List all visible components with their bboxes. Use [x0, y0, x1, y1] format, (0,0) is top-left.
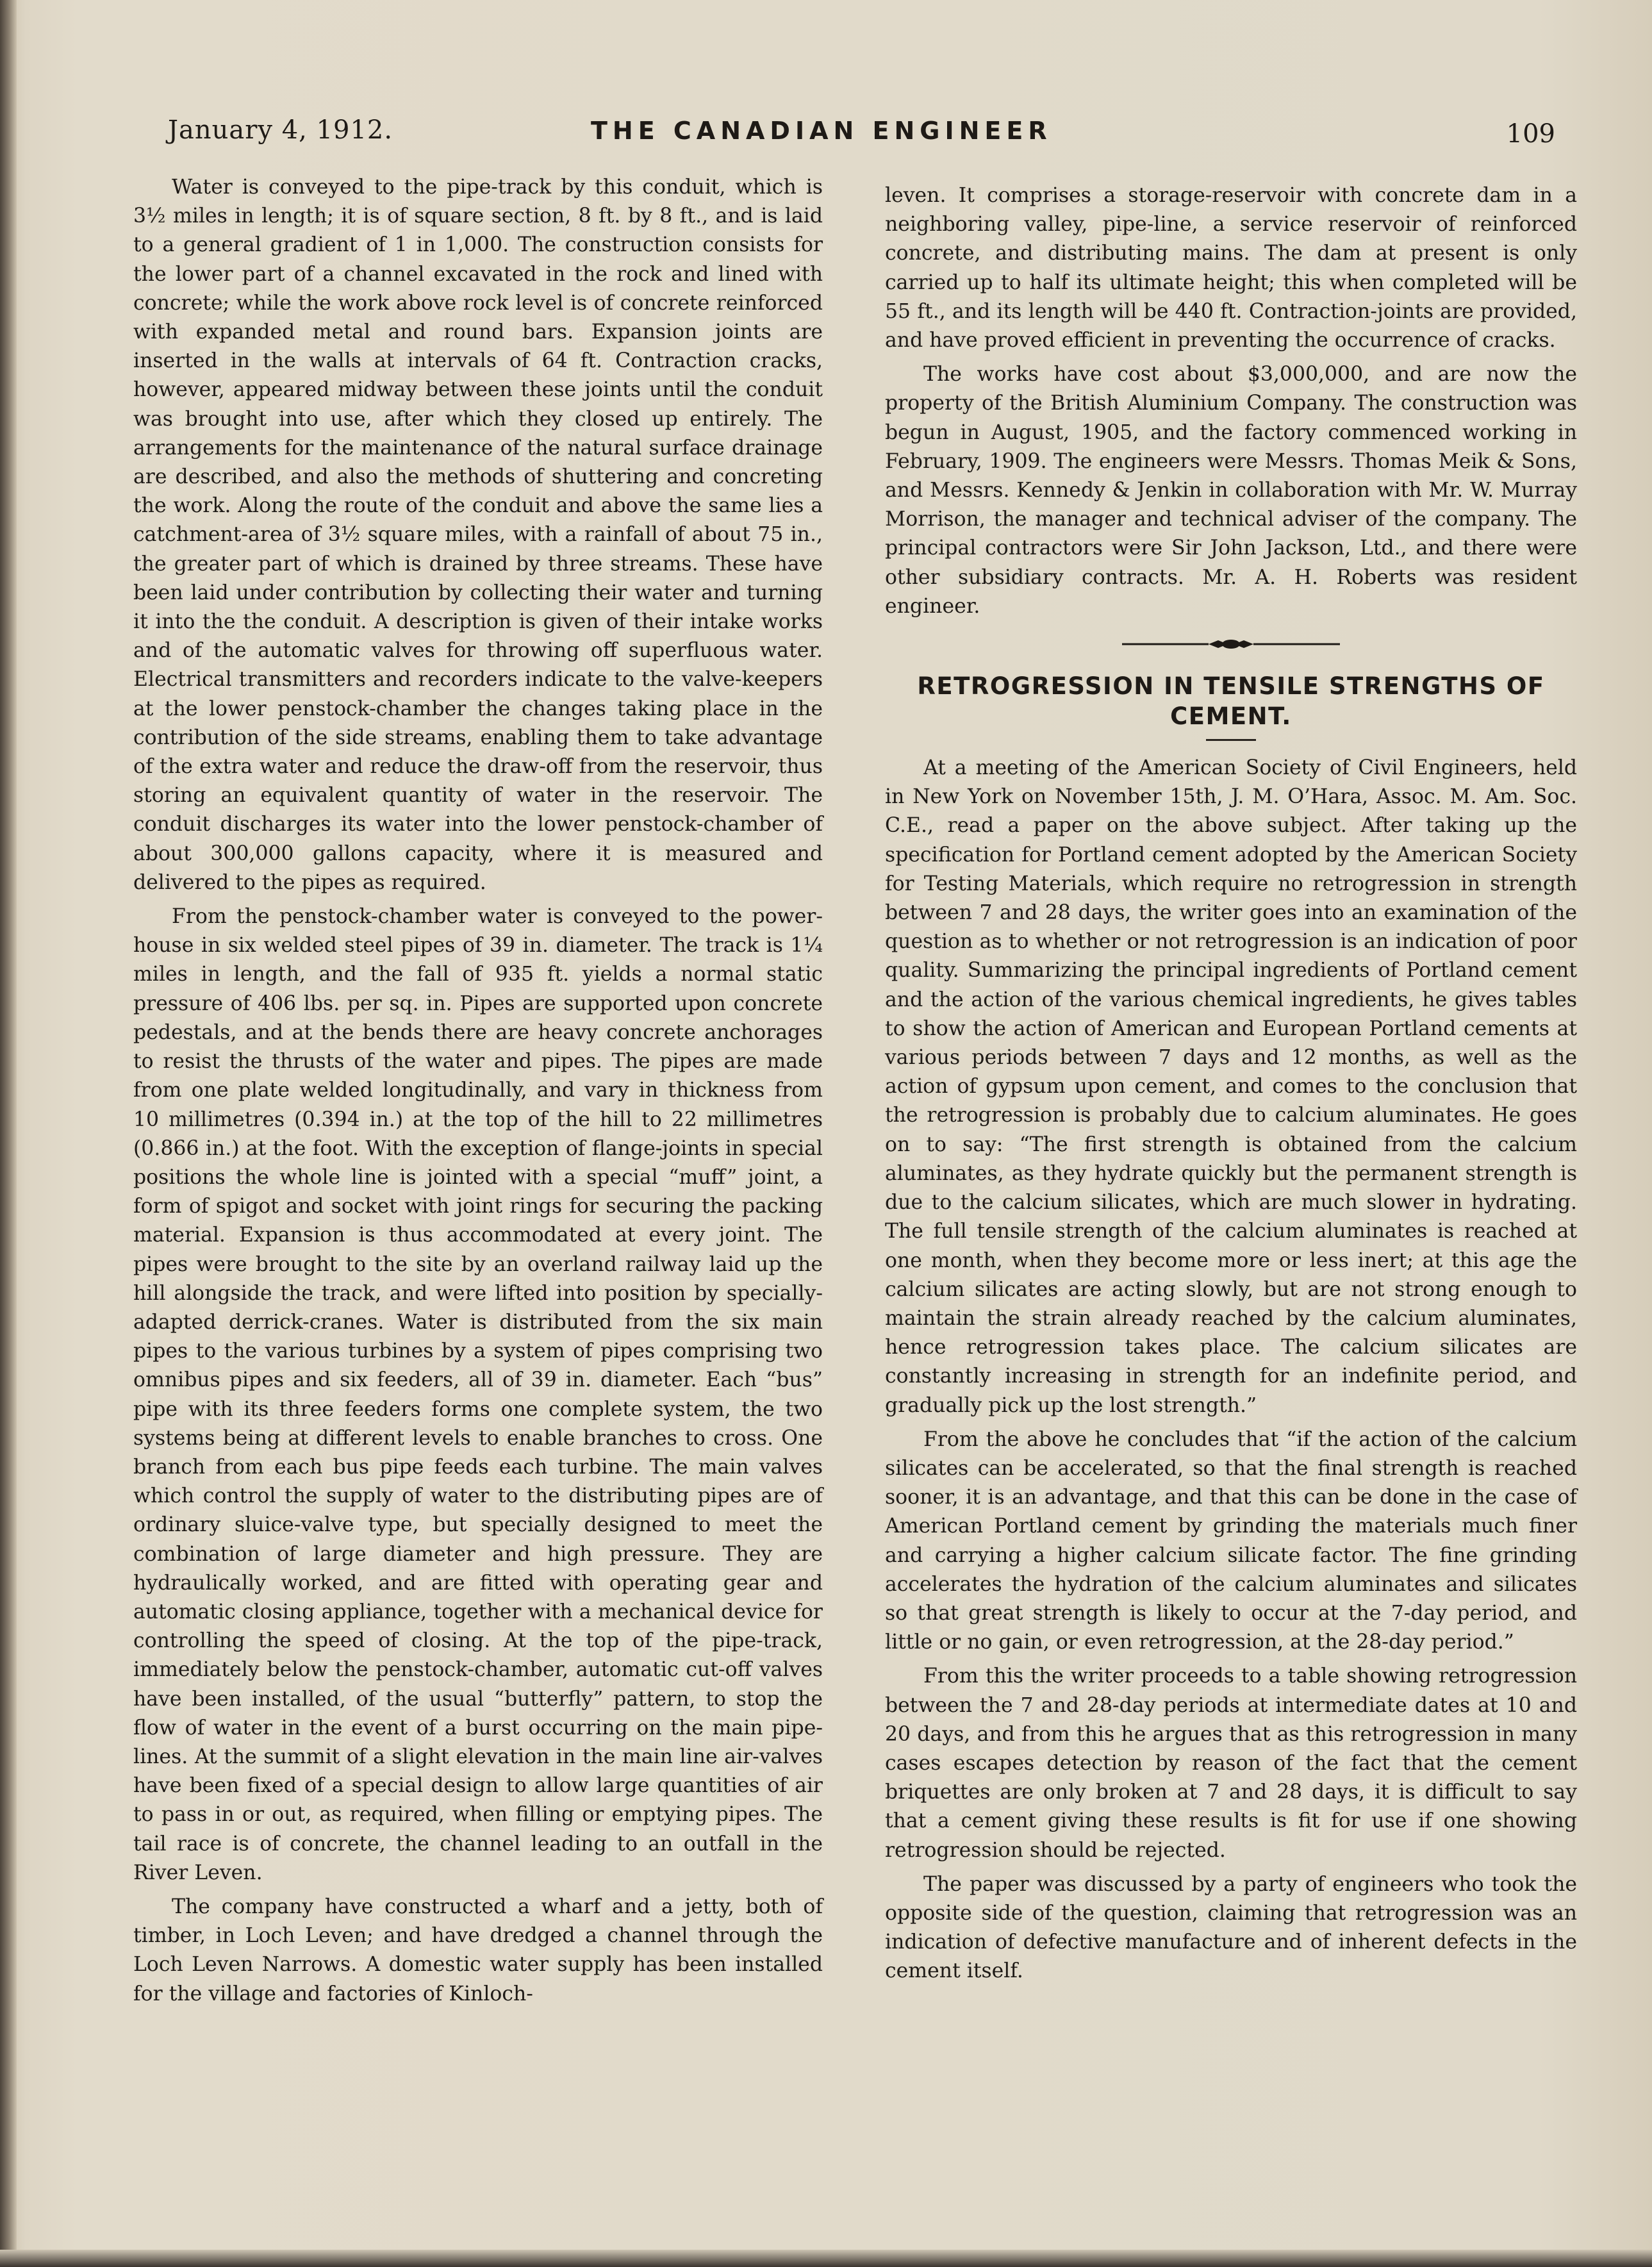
- body-paragraph: The works have cost about $3,000,000, and are now the property of the British Aluminium Company. The construction was begun in August, 1905, and the factory commenced working in February, 1909. The engineers were Messrs. Thomas Meik & Sons, and Messrs. Kennedy & Jenkin in collaboration with Mr. W. Murray Morrison, the manager and technical adviser of the company. The principal contractors were Sir John Jackson, Ltd., and there were other subsidiary contracts. Mr. A. H. Roberts was resident engineer.: [885, 363, 1577, 618]
- article-paragraph: At a meeting of the American Society of Civil Engineers, held in New York on November 15th, J. M. O’Hara, Assoc. M. Am. Soc. C.E., read a paper on the above subject. After taking up the specification for Portland cement adopted by the American Society for Testing Materials, which require no retrogression in strength between 7 and 28 days, the writer goes into an examination of the question as to whether or not retrogression is an indication of poor quality. Summarizing the principal ingredients of Portland cement and the action of the various chemical ingredients, he gives tables to show the action of American and European Portland cements at various periods between 7 days and 12 months, as well as the action of gypsum upon cement, and comes to the conclusion that the retrogression is probably due to calcium aluminates. He goes on to say: “The first strength is obtained from the calcium aluminates, as they hydrate quickly but the permanent strength is due to the calcium silicates, which are much slower in hydrating. The full tensile strength of the calcium aluminates is reached at one month, when they become more or less inert; at this age the calcium silicates are acting slowly, but are not strong enough to maintain the strain already reached by the calcium aluminates, hence retrogression takes place. The calcium silicates are constantly increasing in strength for an indefinite period, and gradually pick up the lost strength.”: [885, 756, 1577, 1417]
- body-paragraph: Water is conveyed to the pipe-track by this conduit, which is 3½ miles in length; it is of square section, 8 ft. by 8 ft., and is laid to a general gradient of 1 in 1,000. The construction consists for the lower part of a channel excavated in the rock and lined with concrete; while the work above rock level is of concrete reinforced with expanded metal and round bars. Expansion joints are inserted in the walls at intervals of 64 ft. Contraction cracks, however, appeared midway between these joints until the conduit was brought into use, after which they closed up entirely. The arrangements for the maintenance of the natural surface drainage are described, and also the methods of shuttering and concreting the work. Along the route of the conduit and above the same lies a catchment-area of 3½ square miles, with a rainfall of about 75 in., the greater part of which is drained by three streams. These have been laid under contribution by collecting their water and turning it into the the conduit. A description is given of their intake works and of the automatic valves for throwing off superfluous water. Electrical transmitters and recorders indicate to the valve-keepers at the lower penstock-chamber the changes taking place in the contribution of the side streams, enabling them to take advantage of the extra water and reduce the draw-off from the reservoir, thus storing an equivalent quantity of water in the reservoir. The conduit discharges its water into the lower penstock-chamber of about 300,000 gallons capacity, where it is measured and delivered to the pipes as required.: [133, 176, 823, 894]
- body-paragraph: The company have constructed a wharf and a jetty, both of timber, in Loch Leven; and have dredged a channel through the Loch Leven Narrows. A domestic water supply has been installed for the village and factories of Kinloch-: [133, 1895, 823, 2005]
- article-paragraph: From the above he concludes that “if the action of the calcium silicates can be accelerated, so that the final strength is reached sooner, it is an advantage, and that this can be done in the case of American Portland cement by grinding the materials much finer and carrying a higher calcium silicate factor. The fine grinding accelerates the hydration of the calcium aluminates and silicates so that great strength is likely to occur at the 7-day period, and little or no gain, or even retrogression, at the 28-day period.”: [885, 1427, 1577, 1654]
- journal-title: THE CANADIAN ENGINEER: [591, 117, 1052, 145]
- page-bottom-edge: [0, 2250, 1652, 2267]
- article-title: RETROGRESSION IN TENSILE STRENGTHS OF CEMENT.: [917, 672, 1545, 731]
- running-header: [168, 115, 1555, 154]
- issue-date: January 4, 1912.: [168, 115, 393, 145]
- right-column: [885, 181, 1577, 1991]
- title-rule: [1206, 739, 1256, 741]
- page-number: 109: [1506, 119, 1555, 149]
- article-paragraph: The paper was discussed by a party of engineers who took the opposite side of the question, claiming that retrogression was an indication of defective manufacture and of inherent defects in the cement itself.: [885, 1872, 1577, 1983]
- left-column: [133, 173, 823, 2014]
- article-paragraph: From this the writer proceeds to a table showing retrogression between the 7 and 28-day periods at intermediate dates at 10 and 20 days, and from this he argues that as this retrogression in many cases escapes detection by reason of the fact that the cement briquettes are only broken at 7 and 28 days, it is difficult to say that a cement giving these results is fit for use if one showing retrogression should be rejected.: [885, 1665, 1577, 1862]
- body-paragraph: From the penstock-chamber water is conveyed to the power-house in six welded steel pipes of 39 in. diameter. The track is 1¼ miles in length, and the fall of 935 ft. yields a normal static pressure of 406 lbs. per sq. in. Pipes are supported upon concrete pedestals, and at the bends there are heavy concrete anchorages to resist the thrusts of the water and pipes. The pipes are made from one plate welded longitudinally, and vary in thickness from 10 millimetres (0.394 in.) at the top of the hill to 22 millimetres (0.866 in.) at the foot. With the exception of flange-joints in special positions the whole line is jointed with a special “muff” joint, a form of spigot and socket with joint rings for securing the packing material. Expansion is thus accommodated at every joint. The pipes were brought to the site by an overland railway laid up the hill alongside the track, and were lifted into position by specially-adapted derrick-cranes. Water is distributed from the six main pipes to the various turbines by a system of pipes comprising two omnibus pipes and six feeders, all of 39 in. diameter. Each “bus” pipe with its three feeders forms one complete system, the two systems being at different levels to enable branches to cross. One branch from each bus pipe feeds each turbine. The main valves which control the supply of water to the distributing pipes are of ordinary sluice-valve type, but specially designed to meet the combination of large diameter and high pressure. They are hydraulically worked, and are fitted with operating gear and automatic closing appliance, together with a mechanical device for controlling the speed of closing. At the top of the pipe-track, immediately below the penstock-chamber, automatic cut-off valves have been installed, of the usual “butterfly” pattern, to stop the flow of water in the event of a burst occurring on the main pipe-lines. At the summit of a slight elevation in the main line air-valves have been fixed of a special design to allow large quantities of air to pass in or out, as required, when filling or emptying pipes. The tail race is of concrete, the channel leading to an outfall in the River Leven.: [133, 905, 823, 1884]
- continued-paragraph: leven. It comprises a storage-reservoir with concrete dam in a neighboring valley, pipe-line, a service reservoir of reinforced concrete, and distributing mains. The dam at present is only carried up to half its ultimate height; this when completed will be 55 ft., and its length will be 440 ft. Contraction-joints are provided, and have proved efficient in preventing the occurrence of cracks.: [885, 184, 1577, 353]
- binding-spine: [0, 0, 17, 2267]
- section-divider-ornament: [1122, 636, 1340, 652]
